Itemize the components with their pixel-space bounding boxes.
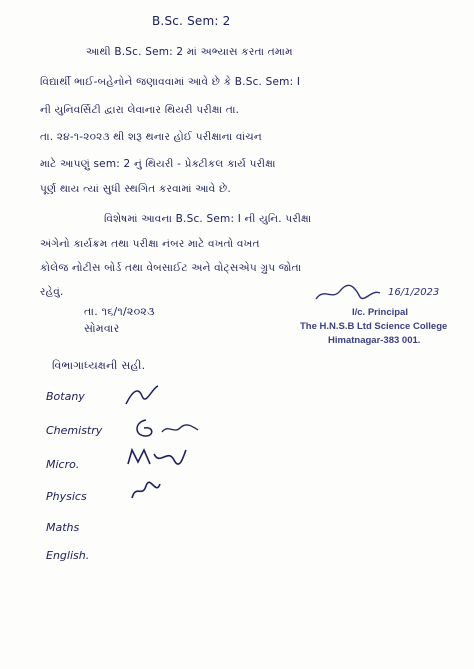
notice-line: કોલેજ નોટીસ બોર્ડ તથા વેબસાઈટ અને વોટ્સએપ ગ્રુપ જોતા — [40, 262, 302, 274]
notice-line: અંગેનો કાર્યક્રમ તથા પરીક્ષા નંબર માટે વખતો વખત — [40, 238, 260, 250]
subject-botany: Botany — [46, 390, 85, 403]
principal-signature-icon — [314, 283, 384, 305]
notice-line: આથી B.Sc. Sem: 2 માં અભ્યાસ કરતા તમામ — [86, 46, 293, 58]
notice-line: રહેવું. — [40, 286, 64, 298]
notice-line: પૂર્ણ થાય ત્યાં સુધી સ્થગિત કરવામાં આવે છે. — [40, 183, 231, 195]
college-place: Himatnagar-383 001. — [328, 335, 421, 346]
micro-signature-icon — [124, 444, 188, 470]
physics-signature-icon — [128, 478, 164, 502]
principal-title: I/c. Principal — [352, 307, 408, 318]
notice-line: માટે આપણું sem: 2 નું થિયરી - પ્રેક્ટીકલ કાર્ય પરીક્ષા — [40, 158, 276, 170]
subject-english: English. — [46, 549, 90, 562]
principal-signature-date: 16/1/2023 — [388, 287, 440, 298]
college-name: The H.N.S.B Ltd Science College — [300, 321, 448, 332]
notice-day: સોમવાર — [84, 322, 120, 335]
subject-chemistry: Chemistry — [46, 424, 103, 437]
subject-physics: Physics — [46, 490, 87, 503]
botany-signature-icon — [122, 382, 162, 408]
notice-title: B.Sc. Sem: 2 — [152, 14, 231, 28]
notice-date: તા. ૧૬/૧/૨૦૨૩ — [84, 305, 155, 318]
notice-line: તા. ૨૪-૧-૨૦૨૩ થી શરૂ થનાર હોઈ પરીક્ષાના વાંચન — [40, 131, 262, 143]
chemistry-signature-icon — [132, 414, 202, 442]
principal-stamp — [300, 283, 460, 353]
notice-line: ની યુનિવર્સિટી દ્વારા લેવાનાર થિયરી પરીક્ષા તા. — [40, 104, 240, 116]
subject-micro: Micro. — [46, 458, 80, 471]
notice-line: વિદ્યાર્થી ભાઈ-બહેનોને જણાવવામાં આવે છે કે B.Sc. Sem: I — [40, 76, 301, 88]
notice-line: વિશેષમાં આવના B.Sc. Sem: I ની યુનિ. પરીક્ષા — [104, 213, 312, 225]
signatures-heading: વિભાગાધ્યક્ષની સહી. — [52, 359, 146, 372]
subject-maths: Maths — [46, 521, 80, 534]
